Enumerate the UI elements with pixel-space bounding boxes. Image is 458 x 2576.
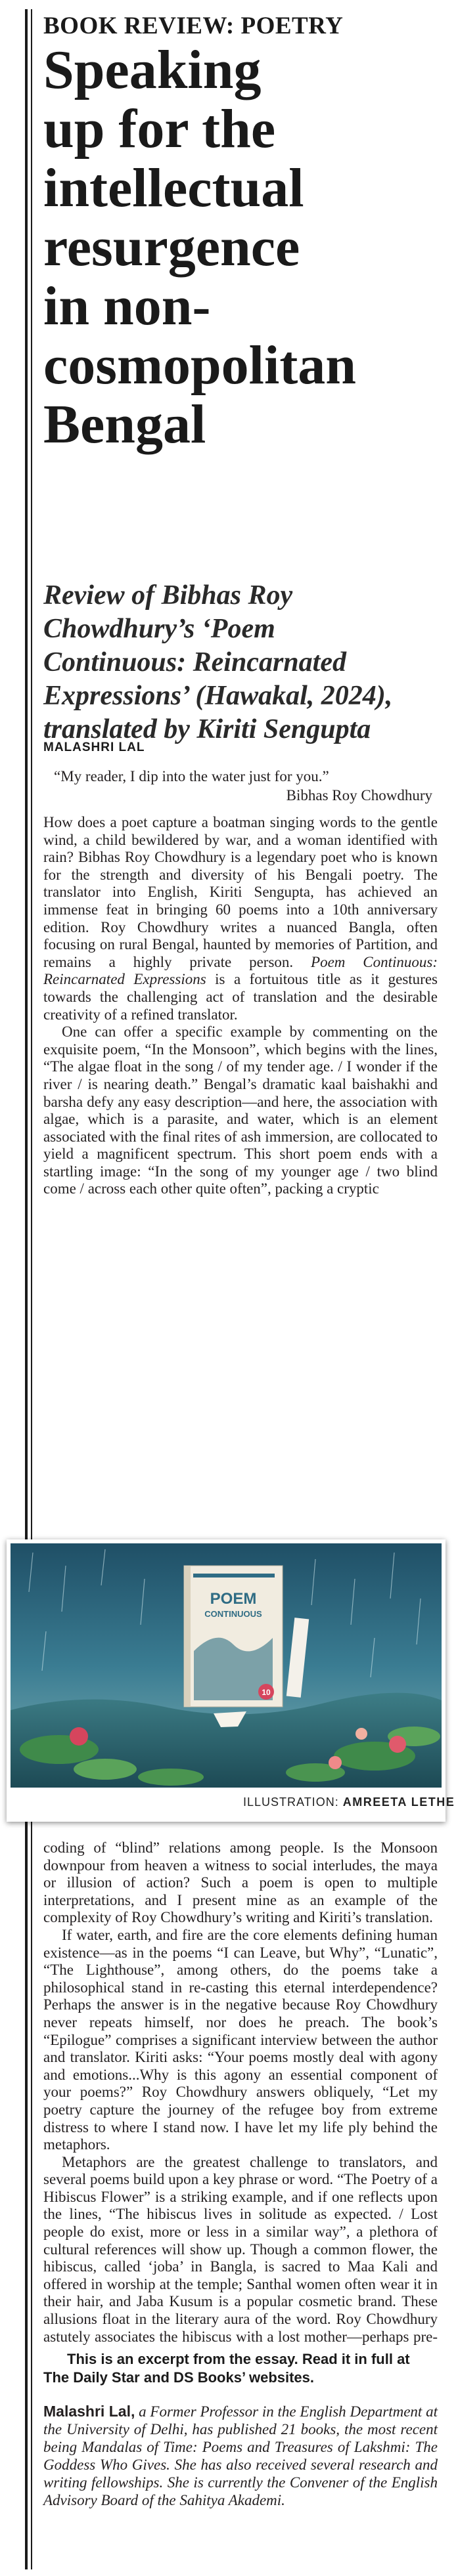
- deck-line: Review of Bibhas Roy: [43, 580, 293, 611]
- book-title-inline: Poem Continuous: Reincarnated Expressions: [43, 953, 438, 988]
- headline-line: Bengal: [43, 394, 206, 455]
- deck: [43, 579, 438, 746]
- cover-badge: 10: [262, 1688, 271, 1697]
- paragraph: Metaphors are the greatest challenge to translators, and several poems build upon a key phrase or word. “The Poetry of a Hibiscus Flower” is a striking example, and if one reflects upon the lines, “The hibiscus lives in solitude as expected. / Lost people do exist, more or less in a similar way”, a plethora of cultural references will show up. Though a common flower, the hibiscus, called ‘joba’ in Bangla, is sacred to Maa Kali and offered in worship at the temple; Santhal women often wear it in their hair, and Jaba Kusum is a popular cosmetic brand. These allusions float in the literary aura of the word. Roy Chowdhury astutely associates the hibiscus with a lost mother—perhaps pre-: [43, 2153, 438, 2345]
- column-rule-thin: [31, 9, 32, 2569]
- cover-title-2: CONTINUOUS: [204, 1609, 262, 1619]
- headline: [43, 41, 438, 454]
- book-cover: [184, 1566, 283, 1707]
- headline-line: resurgence: [43, 217, 300, 278]
- author-bio: Malashri Lal, a Former Professor in the English Department at the University of Delhi, has published 21 books, the most recent being Mandalas of Time: Poems and Treasures of Lakshmi: The Goddess Who Gives. She has also received several research and writing fellowships. She is currently the Convener of the English Advisory Board of the Sahitya Akademi.: [43, 2403, 438, 2508]
- section-kicker: BOOK REVIEW: POETRY: [43, 12, 344, 39]
- deck-line: translated by Kiriti Sengupta: [43, 714, 371, 744]
- epigraph: [43, 767, 438, 805]
- deck-line: Continuous: Reincarnated: [43, 647, 346, 677]
- paragraph: One can offer a specific example by commenting on the exquisite poem, “In the Monsoon”, which begins with the lines, “The algae float in the song / of my tender age. / I wonder if the river / is nearing death.” Bengal’s dramatic kaal baishakhi and barsha defy any easy description—and here, the association with algae, which is a parasite, and water, which is an element associated with the final rites of ash immersion, are collocated to yield a magnificent spectrum. This short poem ends with a startling image: “In the song of my younger age / two blind come / across each other quite often”, packing a cryptic: [43, 1023, 438, 1197]
- author-name: Malashri Lal,: [43, 2403, 135, 2420]
- paragraph: coding of “blind” relations among people. Is the Monsoon downpour from heaven a witness to social interludes, the maya or illusion of action? Such a poem is open to multiple interpretations, and I present mine as an example of the complexity of Roy Chowdhury’s writing and Kiriti’s translation.: [43, 1839, 438, 1926]
- illustration: [7, 1539, 455, 1822]
- byline: MALASHRI LAL: [43, 741, 145, 754]
- column-rule-thick: [25, 9, 28, 2569]
- paragraph: If water, earth, and fire are the core elements defining human existence—as in the poems “I can Leave, but Why”, “Lunatic”, “The Lighthouse”, among others, do the poems take a philosophical stand in re-casting this eternal interdependence? Perhaps the answer is in the negative because Roy Chowdhury never repeats himself, nor does he preach. The book’s “Epilogue” comprises a significant interview between the author and translator. Kiriti asks: “Your poems mostly deal with agony and emotions...Why is this agony an essential component of your poems?” Roy Chowdhury answers obliquely, “Let my poetry capture the journey of the refugee boy from extreme distress to where I stand now. I have let my life ply behind the metaphors.: [43, 1926, 438, 2153]
- headline-line: Speaking: [43, 39, 262, 100]
- epigraph-quote: “My reader, I dip into the water just for you.”: [54, 768, 329, 784]
- excerpt-note: This is an excerpt from the essay. Read it in full at The Daily Star and DS Books’ websites.: [43, 2351, 410, 2386]
- illustration-credit: ILLUSTRATION: AMREETA LETHE: [243, 1795, 455, 1809]
- headline-line: up for the: [43, 98, 276, 160]
- epigraph-attribution: Bibhas Roy Chowdhury: [286, 787, 432, 804]
- illustration-artwork: [7, 1539, 446, 1822]
- deck-line: Expressions’ (Hawakal, 2024),: [43, 681, 393, 711]
- deck-line: Chowdhury’s ‘Poem: [43, 614, 275, 644]
- headline-line: in non-: [43, 276, 211, 337]
- headline-line: cosmopolitan: [43, 335, 357, 396]
- body-text-bottom: [43, 1839, 438, 2345]
- body-text-top: [43, 814, 438, 1534]
- headline-line: intellectual: [43, 158, 304, 219]
- cover-title-1: POEM: [210, 1590, 257, 1608]
- paragraph: How does a poet capture a boatman singing words to the gentle wind, a child bewildered by war, and a woman identified with rain? Bibhas Roy Chowdhury is a legendary poet who is known for the strength and diversity of his Bengali poetry. The translator into English, Kiriti Sengupta, has achieved an immense feat in bringing 60 poems into a 10th anniversary edition. Roy Chowdhury writes a nuanced Bangla, often focusing on rural Bengal, haunted by memories of Partition, and remains a highly private person. Poem Continuous: Reincarnated Expressions is a fortuitous title as it gestures towards the challenging act of translation and the desirable creativity of a refined translator.: [43, 814, 438, 1023]
